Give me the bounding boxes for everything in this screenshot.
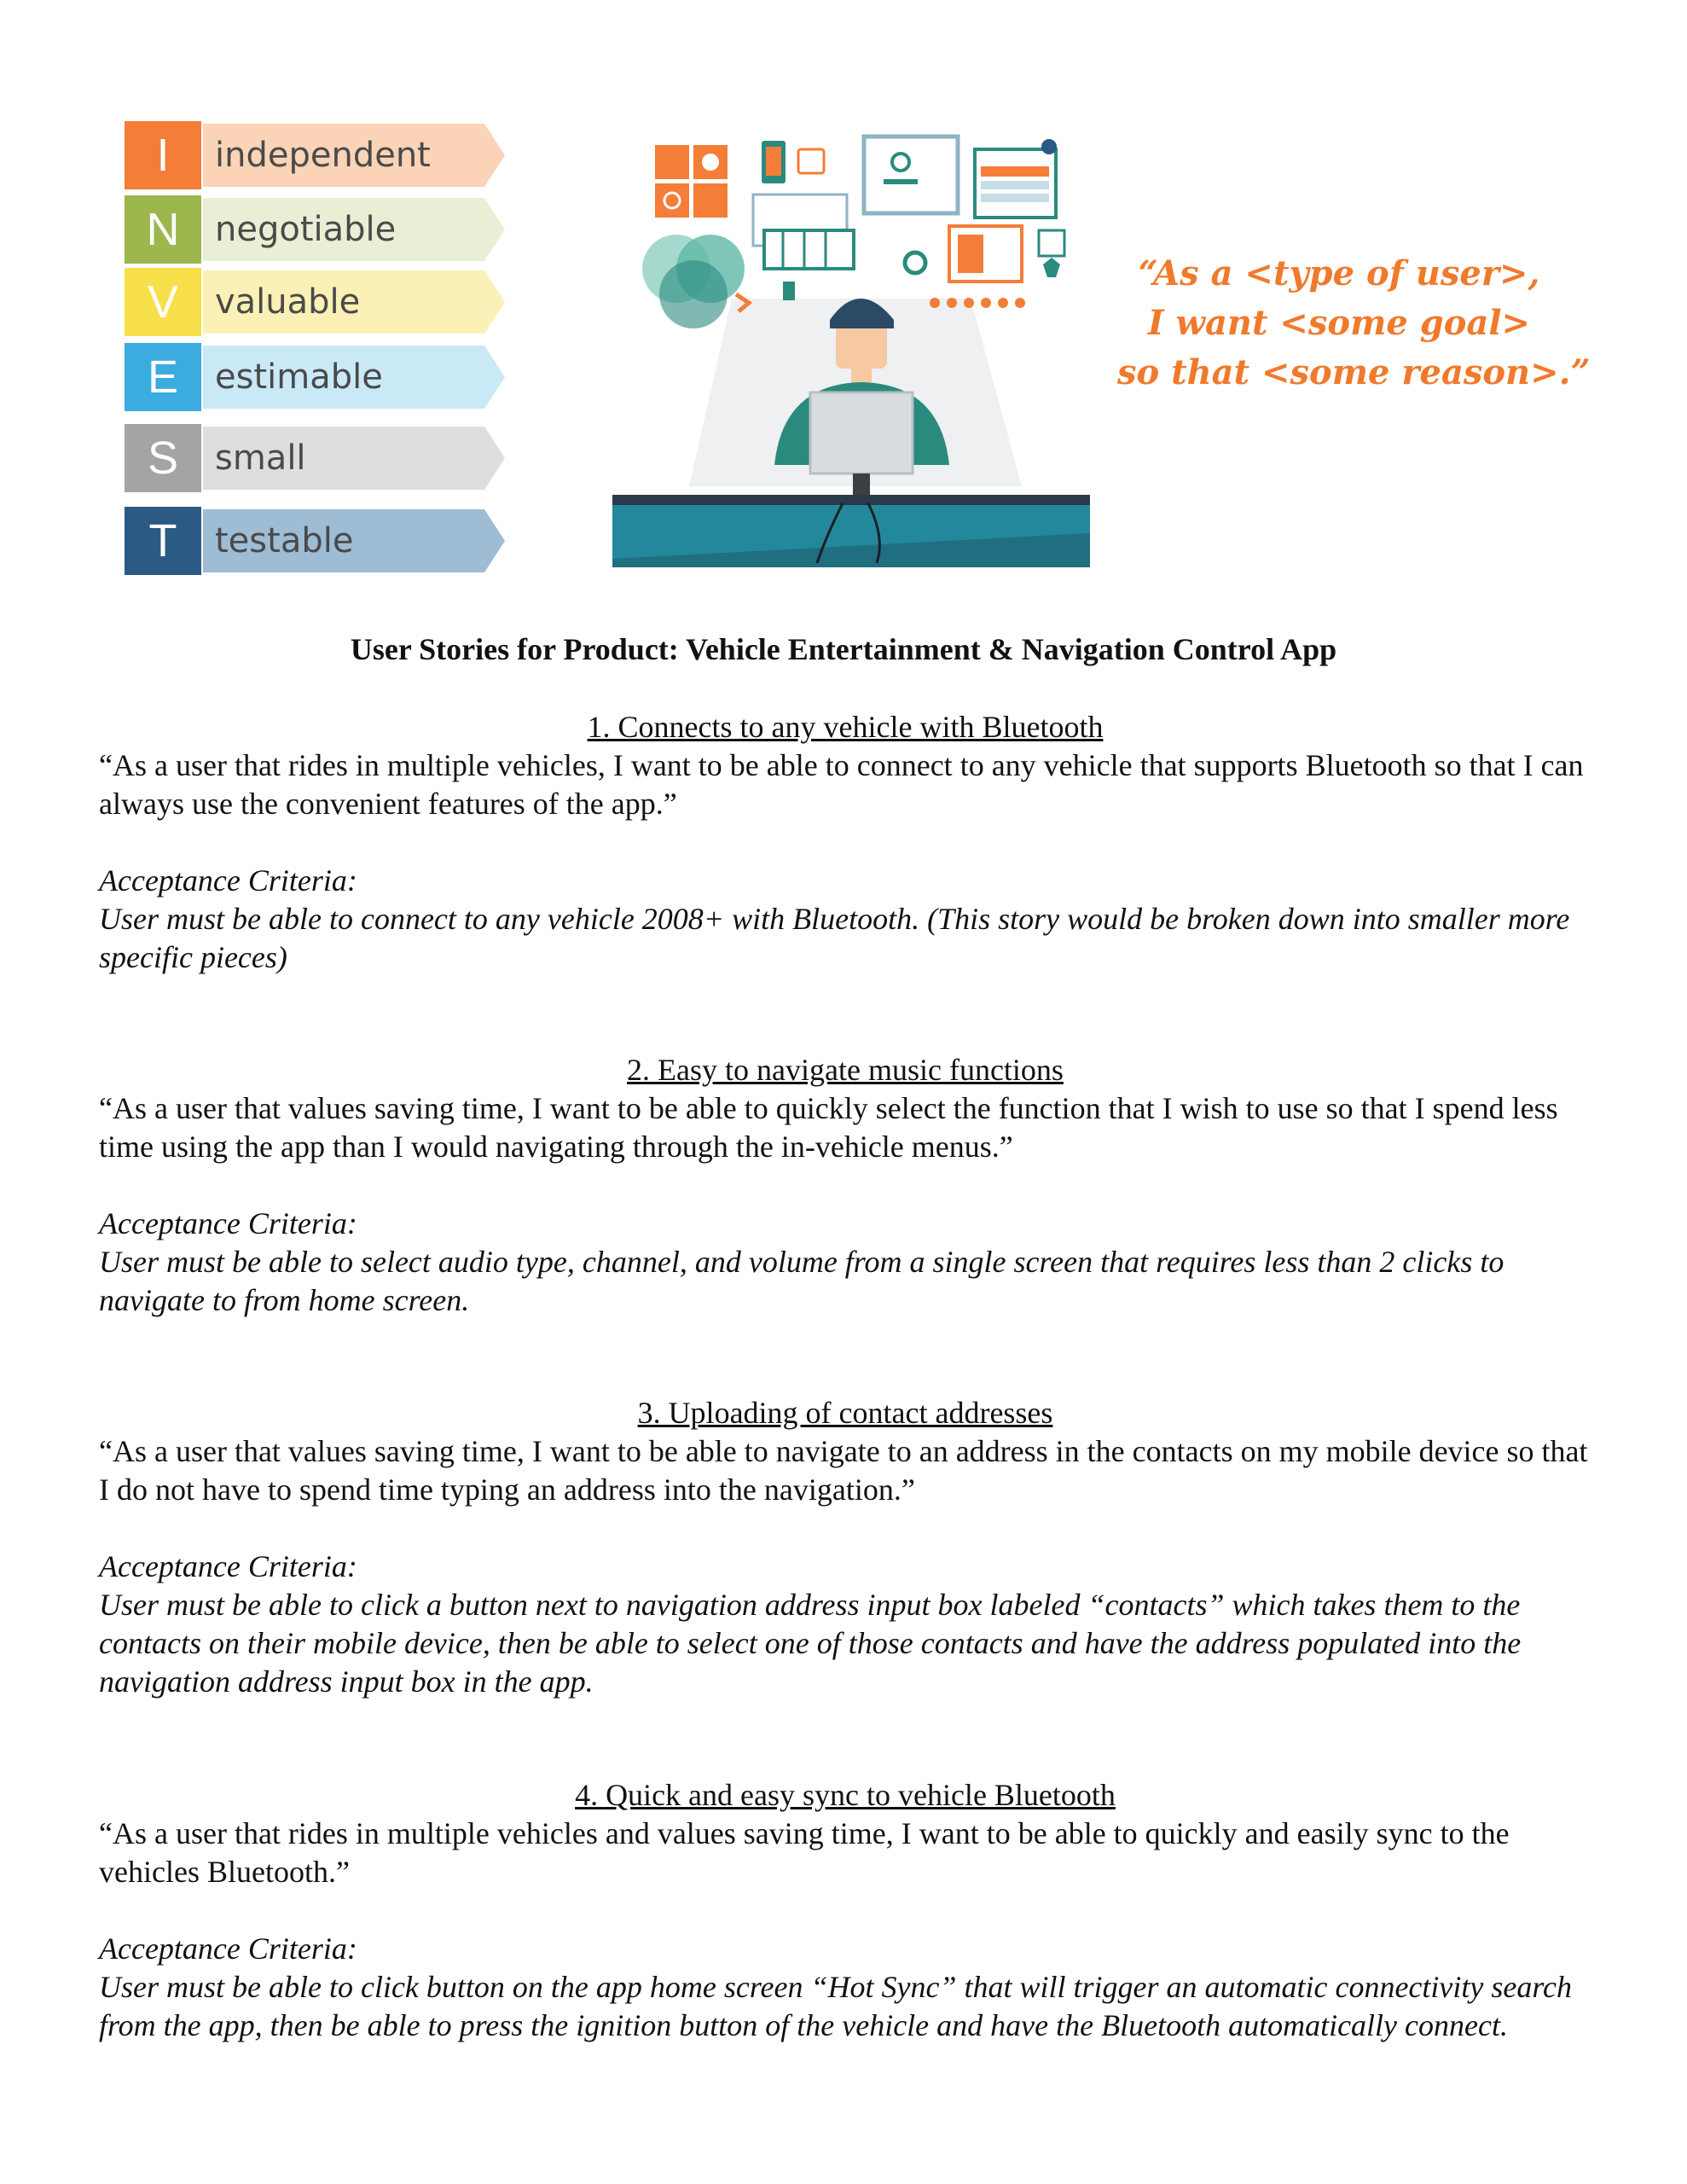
acceptance-criteria-text: User must be able to click a button next to navigation address input box labeled “contacts” which takes them to the contacts on their mobile device, then be able to select one of those contacts and have the address populated into the navigation address input box in the app. [99,1588,1522,1699]
invest-word: negotiable [215,210,397,249]
invest-row-testable [125,507,505,575]
invest-letter: T [125,507,201,575]
story-4 [99,1776,1591,2045]
invest-word: valuable [215,282,361,322]
invest-word: independent [215,136,431,175]
invest-band [203,346,505,409]
invest-band [203,509,505,572]
invest-row-estimable [125,343,505,411]
invest-band [203,198,505,261]
invest-word: estimable [215,357,383,397]
story-text: “As a user that rides in multiple vehicles and values saving time, I want to be able to quickly and easily sync to the vehicles Bluetooth.” [99,1816,1510,1889]
story-2 [99,1051,1591,1320]
story-3 [99,1394,1591,1701]
acceptance-criteria-label: Acceptance Criteria: [99,1549,357,1583]
invest-letter: I [125,121,201,189]
invest-letter: N [125,195,201,264]
story-1 [99,708,1591,977]
acceptance-criteria-label: Acceptance Criteria: [99,1206,357,1240]
invest-graphic [125,121,505,580]
story-heading: 1. Connects to any vehicle with Bluetooth [587,710,1104,744]
acceptance-criteria-label: Acceptance Criteria: [99,863,357,897]
invest-band [203,270,505,334]
acceptance-criteria-label: Acceptance Criteria: [99,1931,357,1966]
story-heading: 3. Uploading of contact addresses [637,1396,1053,1430]
acceptance-criteria-text: User must be able to connect to any vehicle 2008+ with Bluetooth. (This story would be broken down into smaller more specific pieces) [99,902,1570,974]
invest-row-valuable [125,268,505,336]
invest-band [203,427,505,490]
acceptance-criteria-text: User must be able to select audio type, channel, and volume from a single screen that requires less than 2 clicks to navigate to from home screen. [99,1245,1504,1317]
invest-word: testable [215,521,354,561]
user-story-template-quote [1117,249,1591,398]
developer-illustration [612,128,1090,567]
quote-line: “As a <type of user>, [1138,253,1540,293]
story-heading: 2. Easy to navigate music functions [627,1053,1064,1087]
story-text: “As a user that values saving time, I want to be able to navigate to an address in the contacts on my mobile device so that I do not have to spend time typing an address into the navigation.” [99,1434,1588,1507]
invest-letter: E [125,343,201,411]
invest-row-small [125,424,505,492]
story-heading: 4. Quick and easy sync to vehicle Bluetooth [575,1778,1116,1812]
acceptance-criteria-text: User must be able to click button on the app home screen “Hot Sync” that will trigger an automatic connectivity search from the app, then be able to press the ignition button of the vehicle and have the Bluetooth automatically connect. [99,1970,1573,2042]
document-title: User Stories for Product: Vehicle Entertainment & Navigation Control App [350,632,1337,666]
story-text: “As a user that values saving time, I want to be able to quickly select the function that I wish to use so that I spend less time using the app than I would navigating through the in-vehicle menus.” [99,1091,1558,1164]
invest-word: small [215,439,306,478]
quote-line: I want <some goal> [1147,303,1531,343]
invest-row-independent [125,121,505,189]
invest-row-negotiable [125,195,505,264]
invest-letter: V [125,268,201,336]
quote-line: so that <some reason>.” [1117,352,1591,392]
invest-letter: S [125,424,201,492]
story-text: “As a user that rides in multiple vehicles, I want to be able to connect to any vehicle that supports Bluetooth so that I can always use the convenient features of the app.” [99,748,1584,821]
invest-band [203,124,505,187]
